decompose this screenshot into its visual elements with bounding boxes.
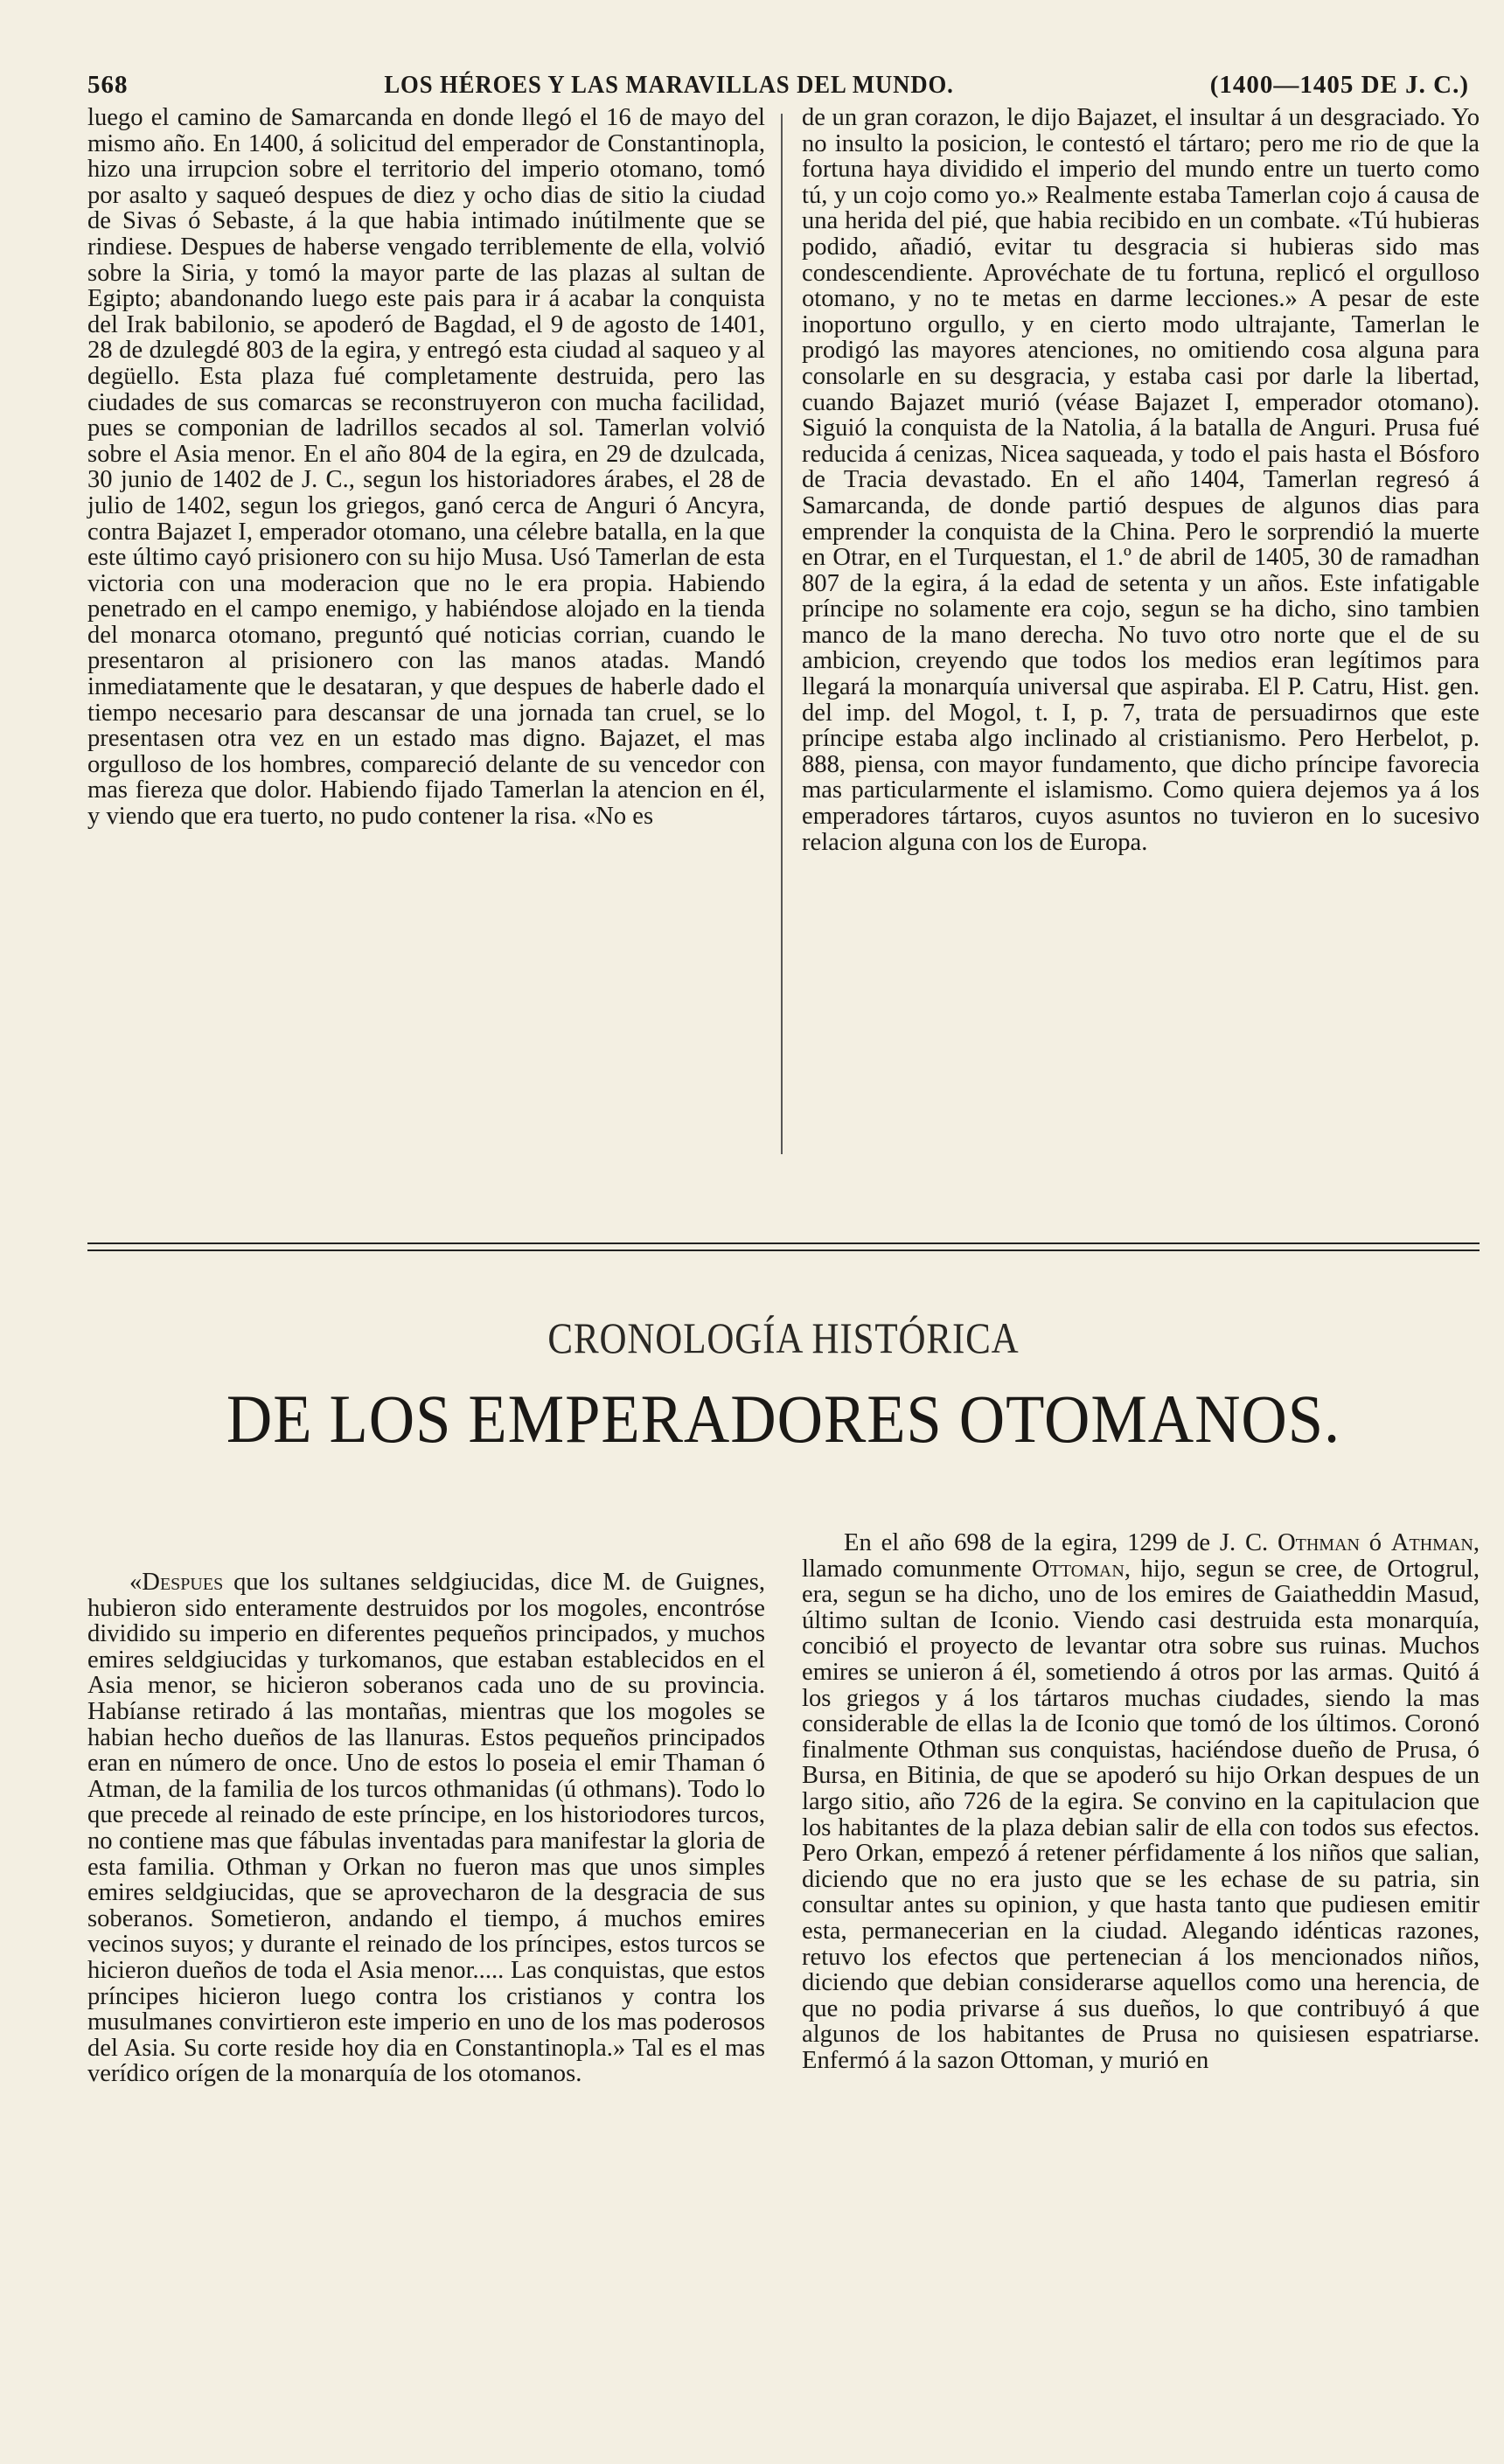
bottom-right-paragraph [802,1530,1480,2073]
section-title-line1: CRONOLOGÍA HISTÓRICA [547,1313,1020,1362]
bottom-left-paragraph [87,1570,765,2087]
page-number: 568 [87,71,129,99]
date-range: (1400—1405 DE J. C.) [1209,71,1469,99]
top-right-column [802,105,1480,855]
top-right-text: de un gran corazon, le dijo Bajazet, el insultar á un desgraciado. Yo no insulto la posicion, le contestó el tártaro; pero me rio de que la fortuna haya dividido el imperio del mundo entre un tuerto como tú, y un cojo como yo.» Realmente estaba Tamerlan cojo á causa de una herida del pié, que habia recibido en un combate. «Tú hubieras podido, añadió, evitar tu desgracia si hubieras sido mas condescendiente. Aprovéchate de tu fortuna, replicó el orgulloso otomano, y no te metas en darme lecciones.» A pesar de este inoportuno orgullo, y en cierto modo ultrajante, Tamerlan le prodigó las mayores atenciones, no omitiendo cosa alguna para consolarle en su desgracia, y estaba casi por darle la libertad, cuando Bajazet murió (véase Bajazet I, emperador otomano). Siguió la conquista de la Natolia, á la batalla de Anguri. Prusa fué reducida á cenizas, Nicea saqueada, y todo el pais hasta el Bósforo de Tracia devastado. En el año 1404, Tamerlan regresó á Samarcanda, de donde partió despues de algunos dias para emprender la conquista de la China. Pero le sorprendió la muerte en Otrar, en el Turquestan, el 1.º de abril de 1405, 30 de ramadhan 807 de la egira, á la edad de setenta y un años. Este infatigable príncipe no solamente era cojo, segun se ha dicho, sino tambien manco de la mano derecha. No tuvo otro norte que el de su ambicion, creyendo que todos los medios eran legítimos para llegará la monarquía universal que aspiraba. El P. Catru, Hist. gen. del imp. del Mogol, t. I, p. 7, trata de persuadirnos que este príncipe estaba algo inclinado al cristianismo. Pero Herbelot, p. 888, piensa, con mayor fundamento, que dicho príncipe favorecia mas particularmente el islamismo. Como quiera dejemos ya á los emperadores tártaros, cuyos asuntos no tuvieron en lo sucesivo relacion alguna con los de Europa. [802,104,1480,856]
section-rule-top [87,1242,1480,1244]
top-left-text: luego el camino de Samarcanda en donde llegó el 16 de mayo del mismo año. En 1400, á solicitud del emperador de Constantinopla, hizo una irrupcion sobre el territorio del imperio otomano, tomó por asalto y saqueó despues de diez y ocho dias de sitio la ciudad de Sivas ó Sebaste, á la que habia intimado inútilmente que se rindiese. Despues de haberse vengado terriblemente de ella, volvió sobre la Siria, y tomó la mayor parte de las plazas al sultan de Egipto; abandonando luego este pais para ir á acabar la conquista del Irak babilonio, se apoderó de Bagdad, el 9 de agosto de 1401, 28 de dzulegdé 803 de la egira, y entregó esta ciudad al saqueo y al degüello. Esta plaza fué completamente destruida, pero las ciudades de sus comarcas se reconstruyeron con mucha facilidad, pues se componian de ladrillos secados al sol. Tamerlan volvió sobre el Asia menor. En el año 804 de la egira, en 29 de dzulcada, 30 junio de 1402 de J. C., segun los historiadores árabes, el 28 de julio de 1402, segun los griegos, ganó cerca de Anguri ó Ancyra, contra Bajazet I, emperador otomano, una célebre batalla, en la que este último cayó prisionero con su hijo Musa. Usó Tamerlan de esta victoria con una moderacion que no le era propia. Habiendo penetrado en el campo enemigo, y habiéndose alojado en la tienda del monarca otomano, preguntó qué noticias corrian, cuando le presentaron al prisionero con las manos atadas. Mandó inmediatamente que le desataran, y que despues de haberle dado el tiempo necesario para descansar de una jornada tan cruel, se lo presentasen otra vez en un estado mas digno. Bajazet, el mas orgulloso de los hombres, compareció delante de su vencedor con mas fiereza que dolor. Habiendo fijado Tamerlan la atencion en él, y viendo que era tuerto, no pudo contener la risa. «No es [87,104,765,831]
bottom-right-column [802,1530,1480,2073]
page-header [87,54,1469,100]
name-othman: Othman [1277,1529,1360,1556]
lead-word: «Despues [129,1569,224,1596]
running-title: LOS HÉROES Y LAS MARAVILLAS DEL MUNDO. [384,71,954,99]
bottom-left-column [87,1570,765,2087]
name-ottoman: Ottoman [1031,1555,1125,1583]
bottom-left-text: que los sultanes seldgiucidas, dice M. de Guignes, hubieron sido enteramente destruidos por los mogoles, encontróse dividido su imperio en diferentes pequeños principados, y muchos emires seldgiucidas y turkomanos, que estaban establecidos en el Asia menor, se hicieron soberanos cada uno de su provincia. Habíanse retirado á las montañas, mientras que los mogoles se habian hecho dueños de las llanuras. Estos pequeños principados eran en número de once. Uno de estos lo poseia el emir Thaman ó Atman, de la familia de los turcos othmanidas (ú othmans). Todo lo que precede al reinado de este príncipe, en los historiodores turcos, no contiene mas que fábulas inventadas para manifestar la gloria de esta familia. Othman y Orkan no fueron mas que unos simples emires seldgiucidas, que se aprovecharon de la desgracia de sus soberanos. Sometieron, andando el tiempo, á muchos emires vecinos suyos; y durante el reinado de los príncipes, estos turcos se hicieron dueños de toda el Asia menor..... Las conquistas, que estos príncipes hicieron luego contra los cristianos y contra los musulmanes convirtieron este imperio en uno de los mas poderosos del Asia. Su corte reside hoy dia en Constantinopla.» Tal es el mas verídico orígen de la monarquía de los otomanos. [87,1569,765,2088]
bottom-right-text-4: , hijo, segun se cree, de Ortogrul, era, segun se ha dicho, uno de los emires de Gaiatheddin Masud, último sultan de Iconio. Viendo casi destruida esta monarquía, concibió el proyecto de levantar otra sobre sus ruinas. Muchos emires se unieron á él, sometiendo á otros por las armas. Quitó á los griegos y á los tártaros muchas ciudades, siendo la mas considerable de ellas la de Iconio que tomó de los últimos. Coronó finalmente Othman sus conquistas, haciéndose dueño de Prusa, ó Bursa, en Bitinia, de que se apoderó su hijo Orkan despues de un largo sitio, año 726 de la egira. Se convino en la capitulacion que los habitantes de la plaza debian salir de ella con todos sus efectos. Pero Orkan, empezó á retener pérfidamente á los niños que salian, diciendo que no era justo que se les echase de su patria, sin consultar antes su opinion, y que hasta tanto que pudiesen emitir esta, permanecerian en la ciudad. Alegando idénticas razones, retuvo los efectos que pertenecian á los mencionados niños, diciendo que debian considerarse aquellos como una herencia, de que no podia privarse á sus dueños, lo que contribuyó á que algunos de los habitantes de Prusa no quisiesen espatriarse. Enfermó á la sazon Ottoman, y murió en [802,1555,1480,2074]
bottom-right-text-1: En el año 698 de la egira, 1299 de J. C. [844,1529,1278,1556]
name-athman: Athman [1390,1529,1473,1556]
bottom-right-text-2: ó [1359,1529,1391,1556]
section-rule-bottom [87,1249,1480,1251]
bottom-right-text-3: , llamado comunmente [802,1529,1480,1583]
section-title-line2: DE LOS EMPERADORES OTOMANOS. [226,1381,1341,1457]
column-divider [781,114,783,1154]
top-left-column [87,105,765,830]
